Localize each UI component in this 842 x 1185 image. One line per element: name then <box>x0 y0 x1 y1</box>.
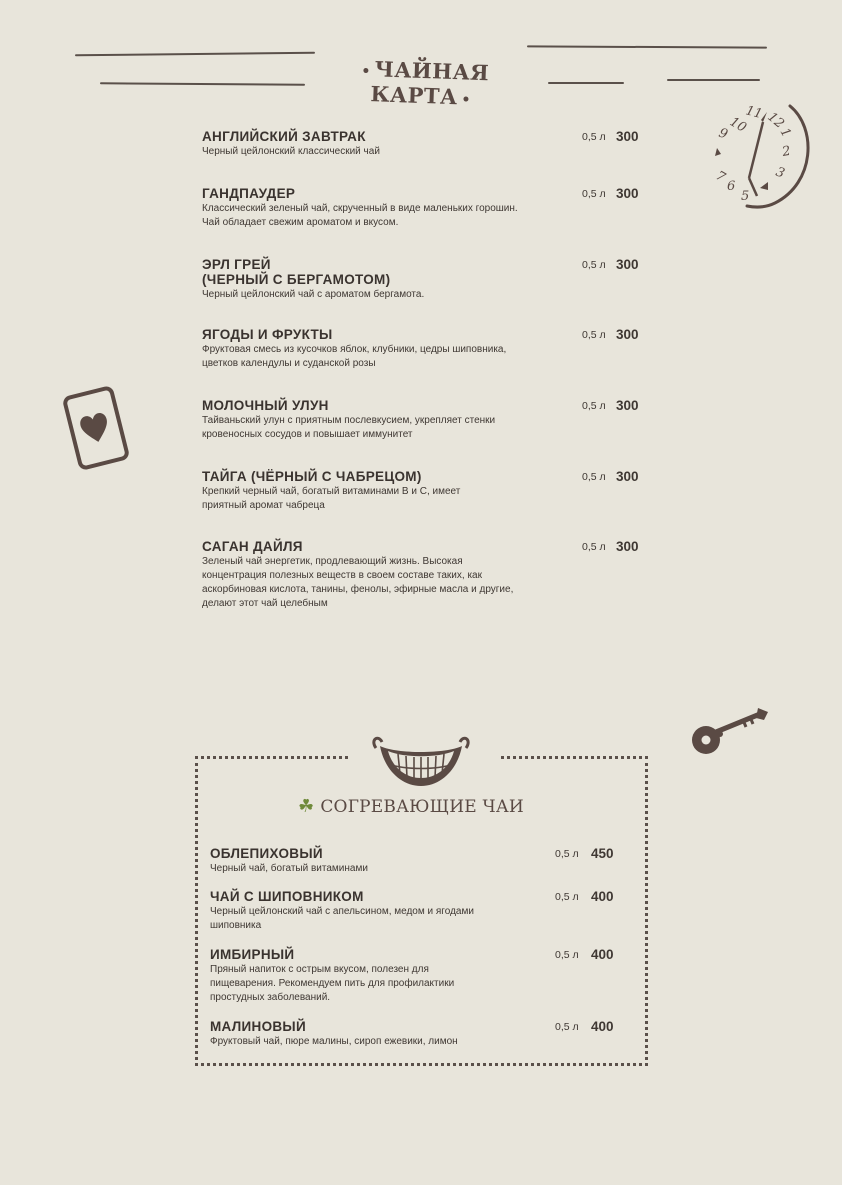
header-stroke-bottom-right-2 <box>667 79 760 81</box>
menu-item <box>210 947 630 1005</box>
item-name: ТАЙГА (ЧЁРНЫЙ С ЧАБРЕЦОМ) <box>202 469 422 484</box>
item-name: ОБЛЕПИХОВЫЙ <box>210 846 323 861</box>
item-description: Черный цейлонский чай с ароматом бергамота. <box>202 289 425 300</box>
item-price: 300 <box>616 186 639 201</box>
menu-item <box>202 469 642 513</box>
grin-icon <box>366 734 476 790</box>
item-volume: 0,5 л <box>555 949 579 961</box>
svg-text:6: 6 <box>727 179 736 194</box>
item-description: Фруктовый чай, пюре малины, сироп ежевики, лимон <box>210 1036 458 1047</box>
item-name: ИМБИРНЫЙ <box>210 947 295 962</box>
item-price: 300 <box>616 398 639 413</box>
clover-icon: ☘ <box>298 796 315 817</box>
item-name: ЯГОДЫ И ФРУКТЫ <box>202 327 333 342</box>
heart-card-icon <box>62 384 134 472</box>
item-description: Фруктовая смесь из кусочков яблок, клубники, цедры шиповника, цветков календулы и суданской розы <box>202 344 507 369</box>
menu-item <box>202 398 642 442</box>
header-stroke-bottom-right-1 <box>548 82 624 84</box>
item-description: Тайваньский улун с приятным послевкусием, укрепляет стенки кровеносных сосудов и повышает иммунитет <box>202 415 496 440</box>
item-price: 400 <box>591 1019 614 1034</box>
menu-item <box>202 327 642 371</box>
item-volume: 0,5 л <box>582 259 606 271</box>
item-description: Пряный напиток с острым вкусом, полезен для пищеварения. Рекомендуем пить для профилактики простудных заболеваний. <box>210 964 455 1003</box>
page-title: ЧАЙНАЯ КАРТА <box>317 54 529 111</box>
item-volume: 0,5 л <box>582 329 606 341</box>
item-price: 400 <box>591 889 614 904</box>
item-price: 300 <box>616 539 639 554</box>
item-volume: 0,5 л <box>582 541 606 553</box>
item-volume: 0,5 л <box>555 848 579 860</box>
item-volume: 0,5 л <box>582 471 606 483</box>
item-volume: 0,5 л <box>582 188 606 200</box>
item-description: Зеленый чай энергетик, продлевающий жизнь. Высокая концентрация полезных веществ в своем составе таких, как аскорбиновая кислота, танины, фенолы, эфирные масла и другие, делают этот чай целебным <box>202 556 514 609</box>
svg-text:9: 9 <box>716 125 730 143</box>
svg-text:2: 2 <box>781 143 792 160</box>
svg-text:7: 7 <box>713 168 728 186</box>
menu-item <box>202 129 642 159</box>
svg-text:10: 10 <box>727 114 749 136</box>
item-description: Крепкий черный чай, богатый витаминами В и С, имеет приятный аромат чабреца <box>202 486 461 511</box>
svg-text:3: 3 <box>773 164 787 182</box>
item-price: 300 <box>616 257 639 272</box>
item-price: 300 <box>616 129 639 144</box>
item-price: 300 <box>616 469 639 484</box>
item-name: ЭРЛ ГРЕЙ (ЧЕРНЫЙ С БЕРГАМОТОМ) <box>202 257 391 287</box>
svg-text:12: 12 <box>764 109 787 132</box>
item-description: Черный чай, богатый витаминами <box>210 863 368 874</box>
warming-teas-title: ☘ СОГРЕВАЮЩИЕ ЧАИ <box>298 796 524 817</box>
item-volume: 0,5 л <box>555 1021 579 1033</box>
item-description: Черный цейлонский чай с апельсином, медом и ягодами шиповника <box>210 906 474 931</box>
item-volume: 0,5 л <box>582 400 606 412</box>
item-name: САГАН ДАЙЛЯ <box>202 539 303 554</box>
item-name: МОЛОЧНЫЙ УЛУН <box>202 398 329 413</box>
header-stroke-top-left <box>75 52 315 57</box>
header-stroke-top-right <box>527 45 767 48</box>
item-price: 450 <box>591 846 614 861</box>
item-name: ГАНДПАУДЕР <box>202 186 296 201</box>
item-price: 300 <box>616 327 639 342</box>
svg-text:1: 1 <box>776 125 794 141</box>
menu-item <box>202 186 642 230</box>
header-stroke-bottom-left <box>100 82 305 85</box>
menu-item <box>210 846 630 876</box>
svg-text:11: 11 <box>743 103 764 123</box>
key-icon <box>688 704 774 758</box>
item-name: АНГЛИЙСКИЙ ЗАВТРАК <box>202 129 366 144</box>
item-description: Классический зеленый чай, скрученный в виде маленьких горошин. Чай обладает свежим ароматом и вкусом. <box>202 203 518 228</box>
item-volume: 0,5 л <box>555 891 579 903</box>
item-name: МАЛИНОВЫЙ <box>210 1019 306 1034</box>
item-price: 400 <box>591 947 614 962</box>
clock-icon <box>705 98 820 213</box>
menu-item <box>210 1019 630 1049</box>
menu-item <box>202 257 642 302</box>
item-volume: 0,5 л <box>582 131 606 143</box>
svg-text:5: 5 <box>741 189 750 204</box>
menu-item <box>210 889 630 933</box>
menu-item <box>202 539 642 611</box>
item-description: Черный цейлонский классический чай <box>202 146 380 157</box>
item-name: ЧАЙ С ШИПОВНИКОМ <box>210 889 364 904</box>
